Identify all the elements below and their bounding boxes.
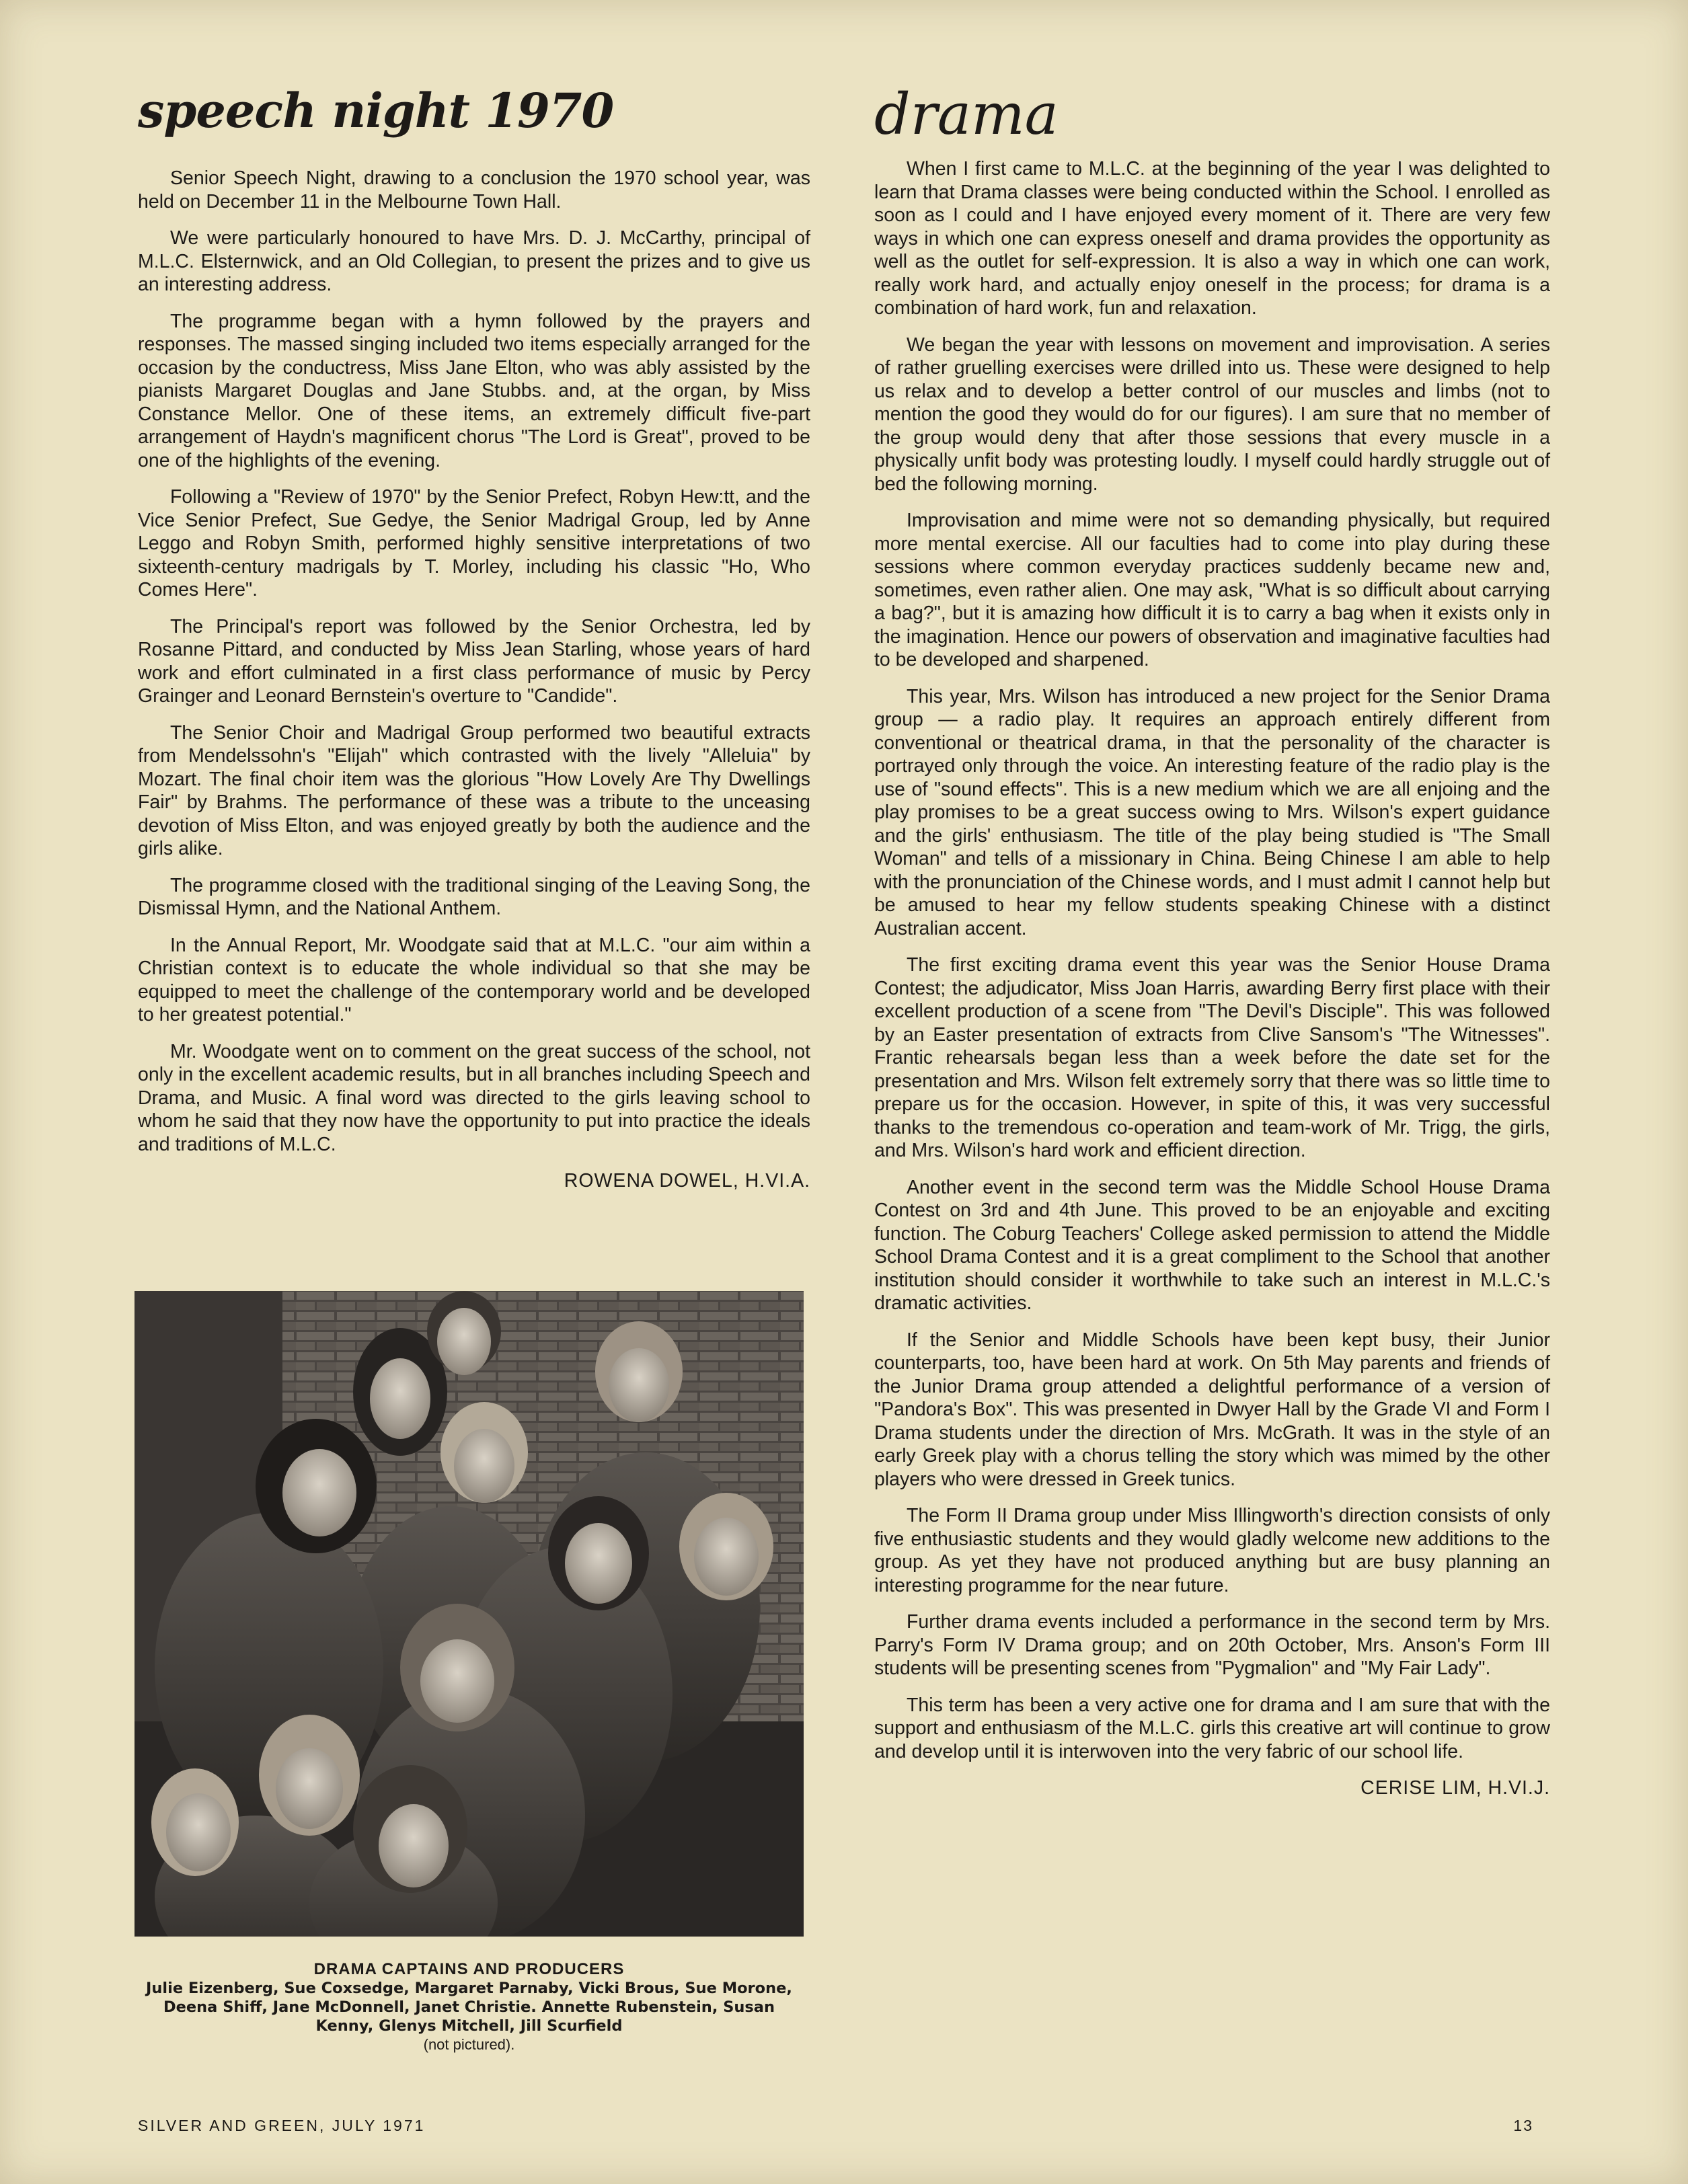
drama-author-signature: CERISE LIM, H.VI.J. xyxy=(1360,1777,1550,1799)
drama-group-photo xyxy=(135,1291,804,1937)
drama-paragraph: Further drama events included a performance in the second term by Mrs. Parry's Form IV Drama group; and on 20th October, Mrs. Anson's Form III students will be presenting scenes from "Pygmalion" and "My Fair Lady". xyxy=(874,1611,1550,1679)
photo-illustration xyxy=(135,1291,804,1937)
speech-paragraph: The Senior Choir and Madrigal Group performed two beautiful extracts from Mendelssohn's "Elijah" which contrasted with the lively "Alleluia" by Mozart. The final choir item was the glorious "How Lovely Are Thy Dwellings Fair" by Brahms. The performance of these was a tribute to the unceasing devotion of Miss Elton, and was enjoyed greatly by both the audience and the girls alike. xyxy=(138,722,810,859)
drama-paragraph: The first exciting drama event this year was the Senior House Drama Contest; the adjudicator, Miss Joan Harris, awarding Berry first place with their excellent production of a scene from "The Devil's Disciple". This was followed by an Easter presentation of extracts from Clive Sansom's "The Witnesses". Frantic rehearsals began less than a week before the date set for the presentation and Mrs. Wilson felt extremely sorry that there was so little time to prepare us for the occasion. However, in spite of this, it was very successful thanks to the tremendous co-operation and team-work of Mr. Trigg, the girls, and Mrs. Wilson's hard work and efficient direction. xyxy=(874,954,1550,1161)
publication-footer: SILVER AND GREEN, JULY 1971 xyxy=(138,2117,426,2134)
photo-caption xyxy=(135,1960,804,2054)
speech-paragraph: We were particularly honoured to have Mrs. D. J. McCarthy, principal of M.L.C. Elsternwick, and an Old Collegian, to present the prizes and to give us an interesting address. xyxy=(138,227,810,295)
drama-paragraph: The Form II Drama group under Miss Illingworth's direction consists of only five enthusiastic students and they would gladly welcome new additions to the group. As yet they have not produced anything but are busy planning an interesting programme for the near future. xyxy=(874,1505,1550,1596)
page-number: 13 xyxy=(1513,2117,1533,2134)
speech-paragraph: The programme began with a hymn followed by the prayers and responses. The massed singing included two items especially arranged for the occasion by the conductress, Miss Jane Elton, who was ably assisted by the pianists Margaret Douglas and Jane Stubbs. and, at the organ, by Miss Constance Mellor. One of these items, an extremely difficult five-part arrangement of Haydn's magnificent chorus "The Lord is Great", proved to be one of the highlights of the evening. xyxy=(138,310,810,471)
drama-paragraph: Another event in the second term was the Middle School House Drama Contest on 3rd and 4th June. This proved to be an enjoyable and exciting function. The Coburg Teachers' College asked permission to attend the Middle School Drama Contest and it is a great compliment to the School that another institution should consider it worthwhile to take such an interest in M.L.C.'s dramatic activities. xyxy=(874,1176,1550,1314)
speech-paragraph: Senior Speech Night, drawing to a conclusion the 1970 school year, was held on December 11 in the Melbourne Town Hall. xyxy=(138,167,810,212)
drama-paragraph: We began the year with lessons on movement and improvisation. A series of rather gruelling exercises were drilled into us. These were designed to help us relax and to develop a better control of our muscles and limbs (not to mention the good they would do for our figures). I am sure that no member of the group would deny that after those sessions that every muscle in a physically unfit body was protesting loudly. I myself could hardly struggle out of bed the following morning. xyxy=(874,334,1550,495)
speech-paragraph: Following a "Review of 1970" by the Senior Prefect, Robyn Hew:tt, and the Vice Senior Prefect, Sue Gedye, the Senior Madrigal Group, led by Anne Leggo and Robyn Smith, performed highly sensitive interpretations of two sixteenth-century madrigals by T. Morley, including his classic "Ho, Who Comes Here". xyxy=(138,486,810,600)
drama-article xyxy=(874,74,1550,1814)
speech-paragraph: The programme closed with the traditional singing of the Leaving Song, the Dismissal Hymn, and the National Anthem. xyxy=(138,874,810,919)
drama-paragraph: This year, Mrs. Wilson has introduced a new project for the Senior Drama group — a radio play. It requires an approach entirely different from conventional or theatrical drama, in that the personality of the character is portrayed only through the voice. An interesting feature of the radio play is the use of "sound effects". This is a new medium which we are all enjoing and the play promises to be a great success owing to Mrs. Wilson's expert guidance and the girls' enthusiasm. The title of the play being studied is "The Small Woman" and tells of a missionary in China. Being Chinese I am able to help with the pronunciation of the Chinese words, and I must admit I cannot help but be amused to hear my fellow students speaking Chinese with a distinct Australian accent. xyxy=(874,685,1550,939)
speech-author-signature: ROWENA DOWEL, H.VI.A. xyxy=(564,1170,810,1192)
speech-paragraph: The Principal's report was followed by the Senior Orchestra, led by Rosanne Pittard, and conducted by Miss Jean Starling, whose years of hard work and effort culminated in a first class performance of music by Percy Grainger and Leonard Bernstein's overture to "Candide". xyxy=(138,615,810,707)
drama-title: drama xyxy=(874,81,1059,147)
drama-paragraph: Improvisation and mime were not so demanding physically, but required more mental exercise. All our faculties had to come into play during these sessions where common everyday practices suddenly became new and, sometimes, even rather alien. One may ask, "What is so difficult about carrying a bag?", but it is amazing how difficult it is to carry a bag when it exists only in the imagination. Hence our powers of observation and imaginative faculties had to be developed and sharpened. xyxy=(874,510,1550,670)
speech-paragraph: Mr. Woodgate went on to comment on the great success of the school, not only in the excellent academic results, but in all branches including Speech and Drama, and Music. A final word was directed to the girls leaving school to whom he said that they now have the opportunity to put into practice the ideals and traditions of M.L.C. xyxy=(138,1040,810,1155)
caption-title: DRAMA CAPTAINS AND PRODUCERS xyxy=(313,1960,625,1978)
caption-note: (not pictured). xyxy=(423,2036,515,2053)
speech-paragraph: In the Annual Report, Mr. Woodgate said that at M.L.C. "our aim within a Christian context is to educate the whole individual so that she may be equipped to meet the challenge of the contemporary world and be developed to her greatest potential." xyxy=(138,934,810,1025)
drama-paragraph: This term has been a very active one for drama and I am sure that with the support and enthusiasm of the M.L.C. girls this creative art will continue to grow and develop until it is interwoven into the very fabric of our school life. xyxy=(874,1694,1550,1762)
drama-paragraph: When I first came to M.L.C. at the beginning of the year I was delighted to learn that Drama classes were being conducted within the School. I enrolled as soon as I could and I have enjoyed every moment of it. There are very few ways in which one can express oneself and drama provides the opportunity as well as the outlet for self-expression. It is also a way in which one can work, really work hard, and actually enjoy oneself in the process; for drama is a combination of hard work, fun and relaxation. xyxy=(874,158,1550,319)
speech-night-article xyxy=(138,74,810,1206)
speech-night-title: speech night 1970 xyxy=(138,83,614,139)
drama-paragraph: If the Senior and Middle Schools have been kept busy, their Junior counterparts, too, have been hard at work. On 5th May parents and friends of the Junior Drama group attended a delightful performance of a version of "Pandora's Box". This was presented in Dwyer Hall by the Grade VI and Form I Drama students under the direction of Mrs. McGrath. It was in the style of an early Greek play with a chorus telling the story which was mimed by the other players who were dressed in Greek tunics. xyxy=(874,1329,1550,1490)
caption-names: Julie Eizenberg, Sue Coxsedge, Margaret Parnaby, Vicki Brous, Sue Morone, Deena Shiff, Jane McDonnell, Janet Christie. Annette Rubenstein, Susan Kenny, Glenys Mitchell, Jill Scurfield xyxy=(146,1980,792,2035)
